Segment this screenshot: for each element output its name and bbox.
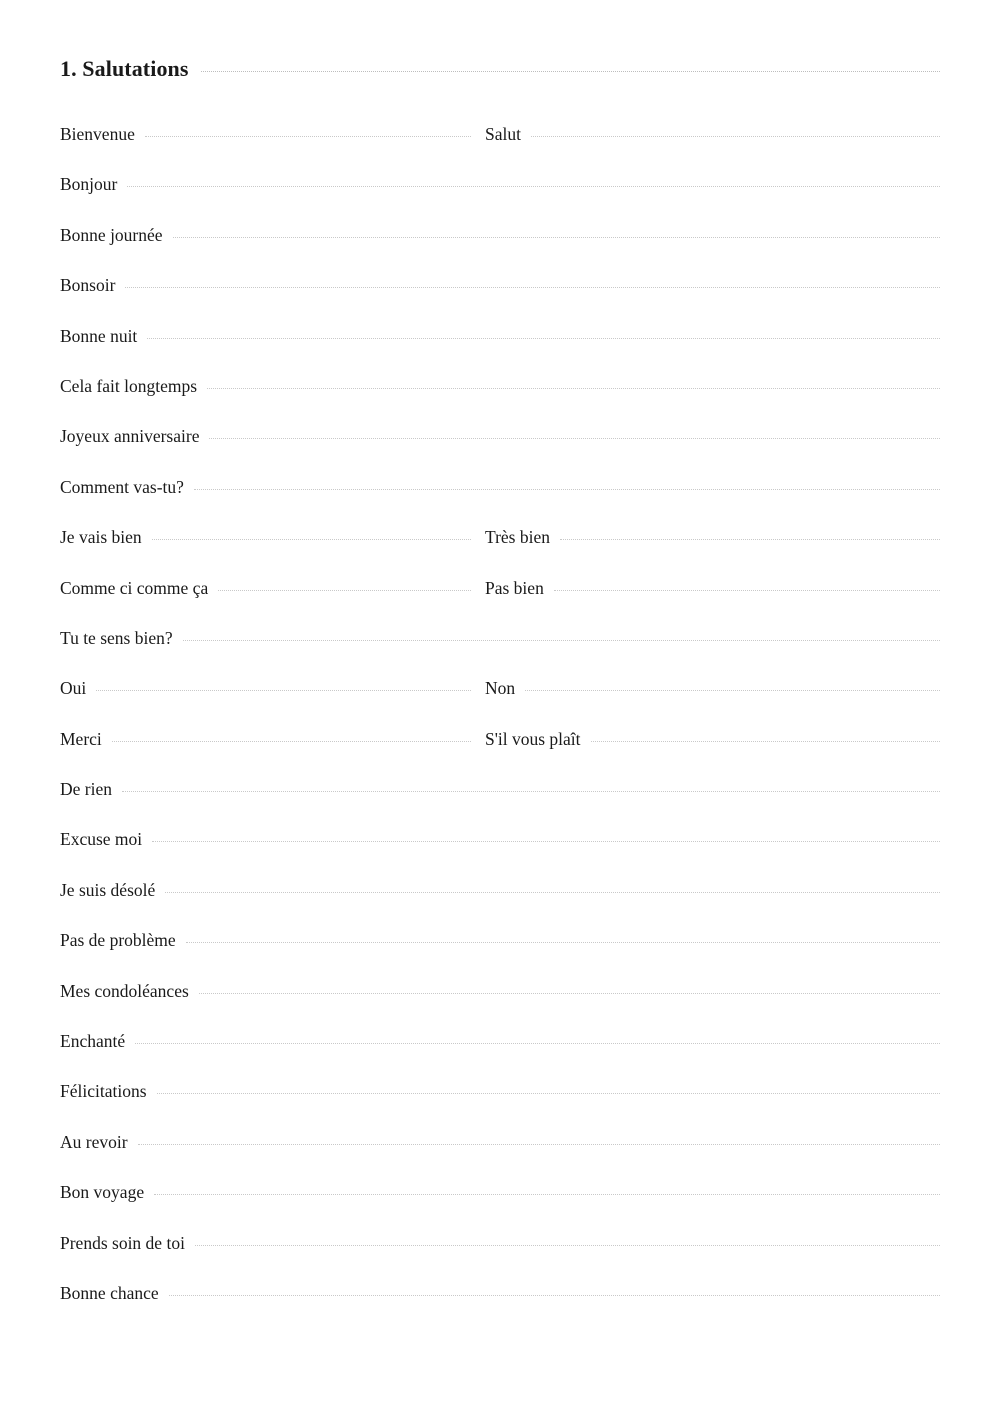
- list-item: [60, 277, 940, 295]
- answer-blank-line[interactable]: [209, 437, 940, 439]
- section-heading: [60, 56, 940, 82]
- list-item: [60, 428, 940, 446]
- term-label: Excuse moi: [60, 829, 143, 850]
- term-label: Bon voyage: [60, 1182, 145, 1203]
- term-label: Félicitations: [60, 1081, 147, 1102]
- table-row: [60, 932, 940, 982]
- list-item: [485, 728, 940, 749]
- answer-blank-line[interactable]: [165, 891, 940, 893]
- term-label: Bienvenue: [60, 124, 135, 144]
- answer-blank-line[interactable]: [186, 941, 940, 943]
- table-row: [60, 781, 940, 831]
- list-item: [485, 529, 940, 547]
- list-item: [60, 1083, 940, 1101]
- answer-blank-line[interactable]: [531, 135, 940, 137]
- table-row: [60, 428, 940, 478]
- table-row: [60, 126, 940, 176]
- table-row: [60, 224, 940, 277]
- list-item: [60, 1282, 940, 1303]
- answer-blank-line[interactable]: [145, 135, 471, 137]
- heading-dotted-rule: [201, 70, 940, 72]
- list-item: [60, 1131, 940, 1152]
- term-label: Mes condoléances: [60, 980, 189, 1001]
- table-row: [60, 1282, 940, 1335]
- term-label: Tu te sens bien?: [60, 627, 173, 648]
- term-label: Bonne chance: [60, 1282, 159, 1303]
- answer-blank-line[interactable]: [96, 689, 471, 691]
- answer-blank-line[interactable]: [169, 1294, 940, 1296]
- list-item: [60, 375, 940, 396]
- term-label: Pas bien: [485, 577, 544, 598]
- term-label: Bonne journée: [60, 224, 163, 245]
- list-item: [60, 1184, 940, 1202]
- term-label: Merci: [60, 728, 102, 749]
- answer-blank-line[interactable]: [183, 639, 940, 641]
- term-label: Comme ci comme ça: [60, 577, 209, 598]
- answer-blank-line[interactable]: [138, 1143, 940, 1145]
- table-row: [60, 831, 940, 881]
- table-row: [60, 325, 940, 378]
- answer-blank-line[interactable]: [525, 689, 940, 691]
- answer-blank-line[interactable]: [560, 538, 940, 540]
- table-row: [60, 1232, 940, 1285]
- term-label: Prends soin de toi: [60, 1232, 185, 1253]
- answer-blank-line[interactable]: [122, 790, 940, 792]
- table-row: [60, 277, 940, 327]
- term-label: Au revoir: [60, 1131, 128, 1152]
- term-label: Je suis désolé: [60, 879, 156, 900]
- list-item: [60, 224, 940, 245]
- table-row: [60, 1131, 940, 1184]
- term-label: Pas de problème: [60, 930, 176, 951]
- term-label: Je vais bien: [60, 527, 142, 548]
- list-item: [485, 126, 940, 144]
- answer-blank-line[interactable]: [127, 185, 940, 187]
- table-row: [60, 1083, 940, 1133]
- term-label: Bonsoir: [60, 275, 116, 296]
- answer-blank-line[interactable]: [135, 1042, 940, 1044]
- table-row: [60, 728, 940, 781]
- list-item: [60, 932, 940, 950]
- table-row: [60, 375, 940, 428]
- table-row: [60, 980, 940, 1033]
- term-label: Non: [485, 678, 516, 699]
- term-label: Comment vas-tu?: [60, 476, 184, 497]
- answer-blank-line[interactable]: [125, 286, 940, 288]
- list-item: [60, 577, 485, 598]
- table-row: [60, 1184, 940, 1234]
- term-label: Enchanté: [60, 1031, 126, 1052]
- answer-blank-line[interactable]: [194, 488, 940, 490]
- term-label: Cela fait longtemps: [60, 375, 198, 396]
- answer-blank-line[interactable]: [152, 538, 471, 540]
- answer-blank-line[interactable]: [554, 589, 940, 591]
- answer-blank-line[interactable]: [112, 740, 471, 742]
- term-label: De rien: [60, 779, 112, 800]
- list-item: [60, 627, 940, 648]
- table-row: [60, 476, 940, 529]
- list-item: [60, 980, 940, 1001]
- table-row: [60, 529, 940, 579]
- term-label: Bonne nuit: [60, 325, 138, 346]
- vocabulary-list: [60, 126, 940, 1335]
- table-row: [60, 577, 940, 630]
- list-item: [485, 680, 940, 698]
- table-row: [60, 879, 940, 932]
- answer-blank-line[interactable]: [591, 740, 940, 742]
- list-item: [60, 680, 485, 698]
- table-row: [60, 1033, 940, 1083]
- list-item: [60, 1232, 940, 1253]
- list-item: [60, 728, 485, 749]
- list-item: [60, 831, 940, 849]
- answer-blank-line[interactable]: [207, 387, 940, 389]
- term-label: Joyeux anniversaire: [60, 426, 200, 447]
- list-item: [485, 577, 940, 598]
- list-item: [60, 325, 940, 346]
- term-label: Bonjour: [60, 174, 118, 195]
- answer-blank-line[interactable]: [199, 992, 940, 994]
- list-item: [60, 176, 940, 194]
- term-label: S'il vous plaît: [485, 728, 581, 749]
- answer-blank-line[interactable]: [173, 236, 940, 238]
- term-label: Salut: [485, 124, 521, 144]
- table-row: [60, 627, 940, 680]
- answer-blank-line[interactable]: [157, 1092, 940, 1094]
- list-item: [60, 529, 485, 547]
- answer-blank-line[interactable]: [147, 337, 940, 339]
- answer-blank-line[interactable]: [195, 1244, 940, 1246]
- list-item: [60, 879, 940, 900]
- page-title: 1. Salutations: [60, 56, 189, 81]
- list-item: [60, 1033, 940, 1051]
- list-item: [60, 781, 940, 799]
- term-label: Oui: [60, 678, 87, 699]
- list-item: [60, 126, 485, 144]
- table-row: [60, 176, 940, 226]
- answer-blank-line[interactable]: [218, 589, 471, 591]
- table-row: [60, 680, 940, 730]
- answer-blank-line[interactable]: [152, 840, 940, 842]
- term-label: Très bien: [485, 527, 550, 548]
- list-item: [60, 476, 940, 497]
- answer-blank-line[interactable]: [154, 1193, 940, 1195]
